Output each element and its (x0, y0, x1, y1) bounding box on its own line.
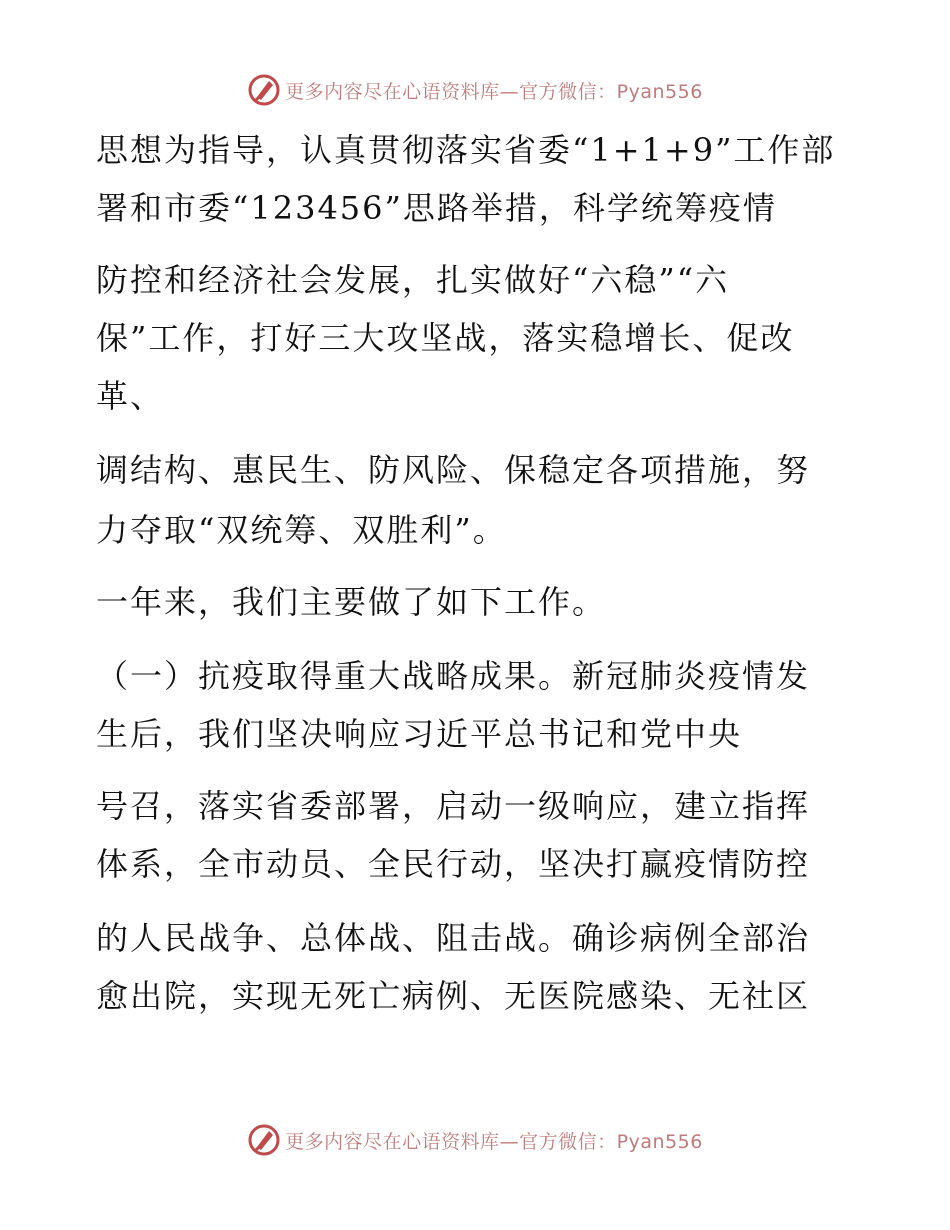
text-line: 生后，我们坚决响应习近平总书记和党中央 (96, 715, 743, 753)
text-line: 调结构、惠民生、防风险、保稳定各项措施，努 (96, 451, 811, 489)
text-line: 的人民战争、总体战、阻击战。确诊病例全部治 (96, 919, 811, 957)
text-line: 革、 (96, 377, 165, 415)
pen-nib-logo-icon (247, 73, 281, 107)
text-line: 号召，落实省委部署，启动一级响应，建立指挥 (96, 787, 811, 825)
text-line: 署和市委“123456”思路举措，科学统筹疫情 (96, 189, 777, 227)
text-line: 思想为指导，认真贯彻落实省委“1+1+9”工作部 (96, 131, 836, 169)
text-line: 体系，全市动员、全民行动，坚决打赢疫情防控 (96, 845, 811, 883)
text-line: 力夺取“双统筹、双胜利”。 (96, 511, 507, 549)
text-line: 保”工作，打好三大攻坚战，落实稳增长、促改 (96, 319, 795, 357)
footer-banner (0, 1120, 950, 1160)
text-line: 一年来，我们主要做了如下工作。 (96, 583, 607, 621)
text-line: 防控和经济社会发展，扎实做好“六稳”“六 (96, 261, 730, 299)
footer-banner-text: 更多内容尽在心语资料库—官方微信：Pyan556 (285, 1130, 703, 1153)
text-line: （一）抗疫取得重大战略成果。新冠肺炎疫情发 (96, 657, 811, 695)
header-banner (0, 70, 950, 110)
text-line: 愈出院，实现无死亡病例、无医院感染、无社区 (96, 977, 811, 1015)
header-banner-text: 更多内容尽在心语资料库—官方微信：Pyan556 (285, 80, 703, 103)
pen-nib-logo-icon (247, 1123, 281, 1157)
